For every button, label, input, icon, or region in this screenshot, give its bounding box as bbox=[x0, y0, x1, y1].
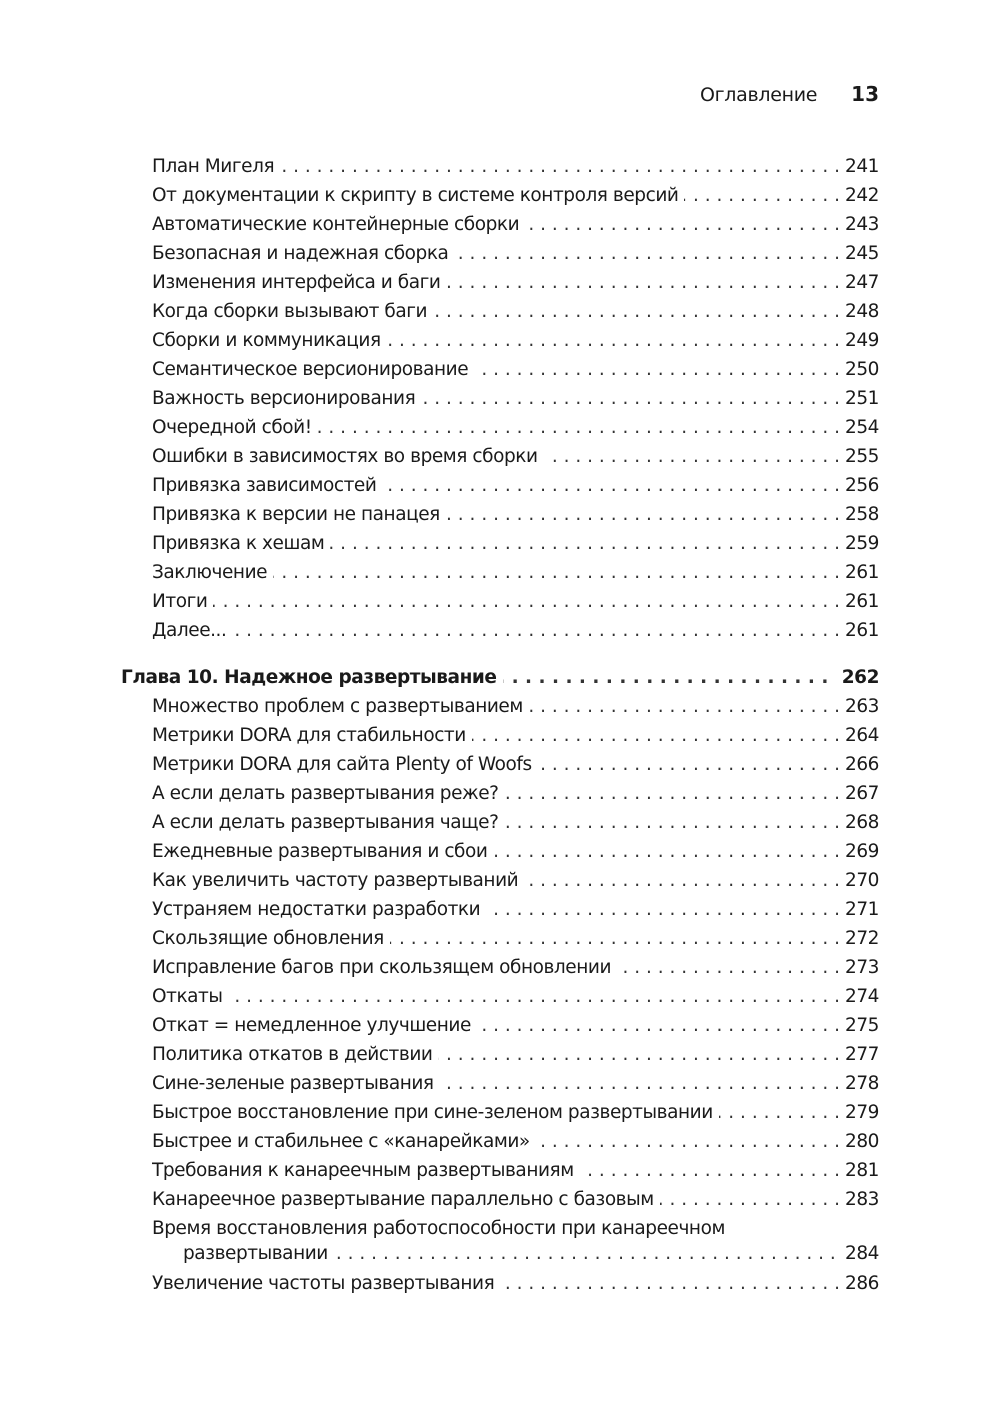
toc-entry[interactable] bbox=[152, 1098, 879, 1127]
toc-entry-page: 281 bbox=[839, 1156, 879, 1185]
toc-entry-page: 255 bbox=[839, 442, 879, 471]
toc-entry-page: 279 bbox=[839, 1098, 879, 1127]
toc-entry[interactable] bbox=[152, 1185, 879, 1214]
toc-entry[interactable] bbox=[152, 1269, 879, 1298]
toc-group-1 bbox=[121, 152, 879, 645]
toc-entry-page: 243 bbox=[839, 210, 879, 239]
toc-entry-page: 259 bbox=[839, 529, 879, 558]
toc-leader-dots bbox=[152, 982, 879, 1011]
toc-entry-title: Привязка к версии не панацея bbox=[152, 504, 446, 525]
toc-entry-title: Изменения интерфейса и баги bbox=[152, 272, 447, 293]
toc-entry-page: 254 bbox=[839, 413, 879, 442]
toc-entry-title: Автоматические контейнерные сборки bbox=[152, 214, 525, 235]
running-head bbox=[700, 82, 879, 106]
toc-entry-title: Ежедневные развертывания и сбои bbox=[152, 841, 493, 862]
toc-entry-page: 278 bbox=[839, 1069, 879, 1098]
toc-entry-title: Заключение bbox=[152, 562, 273, 583]
toc-entry-page: 284 bbox=[839, 1241, 879, 1267]
toc-entry[interactable] bbox=[152, 721, 879, 750]
toc-entry-title: План Мигеля bbox=[152, 156, 280, 177]
toc-entry-page: 277 bbox=[839, 1040, 879, 1069]
toc-entry[interactable] bbox=[152, 326, 879, 355]
toc-entry[interactable] bbox=[152, 982, 879, 1011]
toc-entry-title: А если делать развертывания реже? bbox=[152, 783, 505, 804]
toc-entry-page: 242 bbox=[839, 181, 879, 210]
toc-entry[interactable] bbox=[152, 953, 879, 982]
toc-entry[interactable] bbox=[152, 692, 879, 721]
toc-entry[interactable] bbox=[152, 1040, 879, 1069]
toc-entry-title: Устраняем недостатки разработки bbox=[152, 899, 486, 920]
toc-entry[interactable] bbox=[152, 1069, 879, 1098]
toc-entry-title: Исправление багов при скользящем обновлении bbox=[152, 957, 617, 978]
toc-entry-title: Скользящие обновления bbox=[152, 928, 390, 949]
toc-entry-title: Требования к канареечным развертываниям bbox=[152, 1160, 580, 1181]
toc-entry[interactable] bbox=[152, 442, 879, 471]
toc-entry[interactable] bbox=[152, 268, 879, 297]
toc-entry[interactable] bbox=[152, 152, 879, 181]
toc-entry-page: 250 bbox=[839, 355, 879, 384]
toc-entry-page: 280 bbox=[839, 1127, 879, 1156]
toc-entry-title: А если делать развертывания чаще? bbox=[152, 812, 504, 833]
toc-entry-title-line1: Время восстановления работоспособности при канареечном bbox=[152, 1216, 879, 1241]
toc-entry-page: 270 bbox=[839, 866, 879, 895]
toc-entry-page: 272 bbox=[839, 924, 879, 953]
toc-entry-page: 261 bbox=[839, 558, 879, 587]
toc-entry-page: 245 bbox=[839, 239, 879, 268]
toc-entry-page: 263 bbox=[839, 692, 879, 721]
toc-entry-page: 275 bbox=[839, 1011, 879, 1040]
toc-entry[interactable] bbox=[152, 779, 879, 808]
toc-entry[interactable] bbox=[152, 210, 879, 239]
toc-entry-page: 241 bbox=[839, 152, 879, 181]
toc-entry[interactable] bbox=[152, 413, 879, 442]
toc-entry-page: 273 bbox=[839, 953, 879, 982]
toc-group-2 bbox=[121, 692, 879, 1214]
toc-entry-title: Увеличение частоты развертывания bbox=[152, 1273, 500, 1294]
toc-entry[interactable] bbox=[152, 837, 879, 866]
toc-entry-title: Безопасная и надежная сборка bbox=[152, 243, 454, 264]
toc-entry-wrapped[interactable] bbox=[152, 1214, 879, 1269]
running-head-section: Оглавление bbox=[699, 84, 818, 106]
toc-entry-title: Итоги bbox=[152, 591, 213, 612]
toc-entry-title: Когда сборки вызывают баги bbox=[152, 301, 433, 322]
toc-entry-title: Метрики DORA для стабильности bbox=[152, 725, 472, 746]
running-head-page-number: 13 bbox=[851, 82, 879, 106]
toc-entry-title-line2 bbox=[183, 1241, 879, 1267]
toc-chapter-page: 262 bbox=[836, 663, 879, 692]
toc-entry-page: 271 bbox=[839, 895, 879, 924]
toc-entry-title: Привязка зависимостей bbox=[152, 475, 382, 496]
toc-entry-title: Привязка к хешам bbox=[152, 533, 330, 554]
toc-leader-dots bbox=[152, 616, 879, 645]
toc-entry-page: 248 bbox=[839, 297, 879, 326]
toc-entry[interactable] bbox=[152, 297, 879, 326]
toc-entry[interactable] bbox=[152, 895, 879, 924]
toc-chapter-entry[interactable] bbox=[121, 663, 879, 692]
toc-entry[interactable] bbox=[152, 924, 879, 953]
toc-entry-page: 251 bbox=[839, 384, 879, 413]
toc-entry[interactable] bbox=[152, 1156, 879, 1185]
toc-entry-page: 266 bbox=[839, 750, 879, 779]
toc-entry-page: 267 bbox=[839, 779, 879, 808]
toc-entry[interactable] bbox=[152, 558, 879, 587]
toc-entry-title: Далее... bbox=[152, 620, 232, 641]
toc-entry-title: Семантическое версионирование bbox=[152, 359, 474, 380]
toc-entry-title: Ошибки в зависимостях во время сборки bbox=[152, 446, 544, 467]
toc-entry-title: Откат = немедленное улучшение bbox=[152, 1015, 477, 1036]
toc-entry[interactable] bbox=[152, 529, 879, 558]
toc-entry-title: Откаты bbox=[152, 986, 229, 1007]
toc-entry-page: 247 bbox=[839, 268, 879, 297]
toc-entry-title: Быстрее и стабильнее с «канарейками» bbox=[152, 1131, 536, 1152]
toc-entry[interactable] bbox=[152, 1011, 879, 1040]
toc-entry-title-continued: развертывании bbox=[183, 1243, 334, 1264]
toc-entry-page: 283 bbox=[839, 1185, 879, 1214]
toc-entry[interactable] bbox=[152, 500, 879, 529]
toc-entry-page: 249 bbox=[839, 326, 879, 355]
toc-entry-title: От документации к скрипту в системе контроля версий bbox=[152, 185, 684, 206]
table-of-contents bbox=[121, 152, 879, 1298]
toc-entry-title: Множество проблем с развертыванием bbox=[152, 696, 529, 717]
toc-entry-page: 258 bbox=[839, 500, 879, 529]
toc-entry[interactable] bbox=[152, 616, 879, 645]
toc-entry-page: 256 bbox=[839, 471, 879, 500]
toc-entry[interactable] bbox=[152, 181, 879, 210]
toc-entry-title: Канареечное развертывание параллельно с базовым bbox=[152, 1189, 660, 1210]
toc-entry-title: Сборки и коммуникация bbox=[152, 330, 387, 351]
toc-entry-title: Как увеличить частоту развертываний bbox=[152, 870, 524, 891]
toc-chapter-title: Глава 10. Надежное развертывание bbox=[121, 667, 503, 688]
toc-entry-page: 286 bbox=[839, 1269, 879, 1298]
toc-entry-page: 261 bbox=[839, 616, 879, 645]
toc-entry[interactable] bbox=[152, 750, 879, 779]
toc-entry-title: Быстрое восстановление при сине-зеленом развертывании bbox=[152, 1102, 719, 1123]
toc-entry-page: 268 bbox=[839, 808, 879, 837]
toc-entry[interactable] bbox=[152, 384, 879, 413]
toc-entry-page: 261 bbox=[839, 587, 879, 616]
toc-entry[interactable] bbox=[152, 239, 879, 268]
toc-entry-page: 269 bbox=[839, 837, 879, 866]
toc-entry[interactable] bbox=[152, 355, 879, 384]
toc-entry-title: Очередной сбой! bbox=[152, 417, 318, 438]
toc-entry-title: Политика откатов в действии bbox=[152, 1044, 438, 1065]
toc-entry-page: 264 bbox=[839, 721, 879, 750]
toc-entry-title: Важность версионирования bbox=[152, 388, 421, 409]
toc-entry-page: 274 bbox=[839, 982, 879, 1011]
toc-entry[interactable] bbox=[152, 866, 879, 895]
toc-entry-title: Сине-зеленые развертывания bbox=[152, 1073, 440, 1094]
toc-leader-dots bbox=[152, 587, 879, 616]
toc-entry[interactable] bbox=[152, 808, 879, 837]
toc-entry[interactable] bbox=[152, 587, 879, 616]
toc-entry[interactable] bbox=[152, 471, 879, 500]
toc-entry-title: Метрики DORA для сайта Plenty of Woofs bbox=[152, 754, 538, 775]
toc-entry[interactable] bbox=[152, 1127, 879, 1156]
